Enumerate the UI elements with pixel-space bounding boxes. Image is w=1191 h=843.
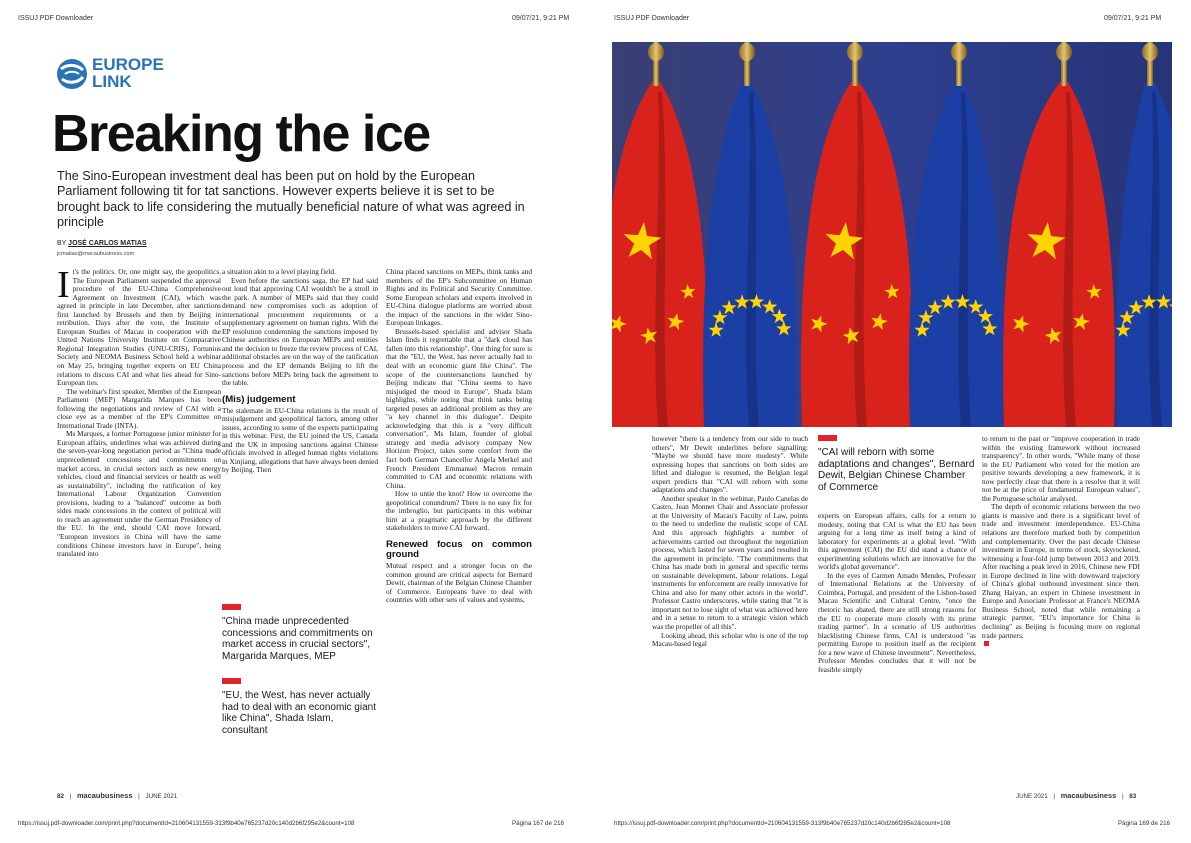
pull-quote-dewit — [818, 435, 976, 493]
article-column-6 — [982, 435, 1140, 649]
paragraph: The depth of economic relations between the two giants is massive and there is a significant level of trade and investment interdependence. EU-China relations are therefore marked both by competition and complementarity. Over the past decade Chinese investment in Europe, in terms of stock, skyrocketed, witnessing a four-fold jump between 2013 and 2019. After reaching a peak level in 2016, Chinese new FDI in Europe declined in line with downward trajectory of China's global outbound investment since then. Zhang Haiyan, an expert in Chinese investment in Europe and Associate Professor at France's NEOMA Business School, noted that while remaining a strategic partner, "EU's importance for China is declining" as Beijing is focusing more on regional trade partners. — [982, 502, 1140, 640]
right-print-date: 09/07/21, 9:21 PM — [1104, 15, 1162, 22]
author-email[interactable]: jcmatias@macaubusiness.com — [57, 251, 135, 257]
paragraph: In the eyes of Carmen Amado Mendes, Professor of International Relations at the University of Coimbra, Portugal, and president of the Lisbon-based Macau Scientific and Cultural Centre, "once the rhetoric has abated, there are still strong reasons for the EU to cooperate more closely with its prime trading partner". In a scenario of US authorities blacklisting Chinese firms, CAI is understood "as permitting Europe to position itself as the recipient for a new wave of Chinese investment". Nevertheless, Professor Mendes concludes that it will not be feasible simply — [818, 570, 976, 674]
pull-quote-islam — [222, 678, 380, 736]
pull-quote-text: "CAI will reborn with some adaptations and changes", Bernard Dewit, Belgian Chinese Chamber of Commerce — [818, 447, 975, 493]
subheading-misjudgement: (Mis) judgement — [222, 393, 296, 405]
magazine-name: macaubusiness — [1060, 791, 1117, 800]
paragraph: The stalemate in EU-China relations is the result of misjudgement and geopolitical factors, among other issues, according to some of the experts participating in this webinar. First, the EU joined the US, Canada and the UK in imposing sanctions against Chinese officials involved in alleged human rights violations in Xinjiang, allegations that have always been denied by Beijing. Then — [222, 405, 378, 475]
article-column-4 — [652, 435, 808, 649]
byline — [57, 240, 147, 247]
paragraph: The webinar's first speaker, Member of the European Parliament (MEP) Margarida Marques has been following the negotiations and review of CAI with a close eye as a member of the EP's Committee on International Trade (INTA). — [57, 386, 222, 430]
paragraph: Ms Marques, a former Portuguese junior minister for European affairs, underlines what was achieved during the seven-year-long negotiation period as "China made unprecedented concessions and commitments on market access, in crucial sectors such as new energy vehicles, cloud and financial services or health as well as sustainability", including the ratification of key International Labour Organization Convention provisions, leading to a "balanced" outcome as both sides made concessions in the context of political will to reach an agreement under the German Presidency of the EU. In the end, should CAI move forward, "European investors in China will have the same conditions Chinese investors have in Europe", being translated into — [57, 429, 221, 559]
byline-prefix: BY — [57, 240, 67, 247]
paragraph: Even before the sanctions saga, the EP had said out loud that approving CAI wouldn't be a stroll in the park. A number of MEPs said that they could demand new compromises such as adoption of international procurement requirements or a supplementary agreement on human rights. With the EP resolution condemning the sanctions imposed by Chinese authorities on European MEPs and entities and the decision to freeze the review process of CAI, additional obstacles are on the way of the ratification process and the EP demands Beijing to lift the sanctions before MEPs bring back the agreement to the table. — [222, 275, 378, 388]
right-page-footer: JUNE 2021 | macaubusiness | 83 — [1016, 791, 1137, 800]
paragraph: a situation akin to a level playing field. — [222, 267, 336, 276]
page-number: 82 — [57, 793, 64, 800]
quote-marker — [222, 678, 241, 684]
pull-quote-text: "China made unprecedented concessions and commitments on market access in crucial sectors", Margarida Marques, MEP — [222, 616, 373, 662]
issue-date: JUNE 2021 — [145, 793, 178, 800]
issue-date: JUNE 2021 — [1016, 793, 1048, 800]
paragraph: How to untie the knot? How to overcome the geopolitical conundrum? There is no easy fix for the imbroglio, but participants in this webinar hint at a pragmatic approach by the different stakeholders to move CAI forward. — [386, 489, 532, 533]
logo-line1: EUROPE — [92, 55, 164, 74]
paragraph: Mutual respect and a stronger focus on the common ground are critical aspects for Bernard Dewit, chairman of the Belgian Chinese Chamber of Commerce. Europeans have to deal with countries with other sets of values and systems, — [386, 560, 532, 605]
page-number: 83 — [1129, 793, 1137, 800]
paragraph: however "there is a tendency from our side to teach others", Mr Dewit underlines before signalling: "Maybe we should have more modesty". While expressing hopes that sanctions on both sides are lifted and dialogue is resumed, the Belgian legal expert predicts that "CAI will reborn with some adaptations and changes". — [652, 434, 808, 495]
headline: Breaking the ice — [52, 105, 430, 163]
article-column-1 — [57, 264, 222, 559]
drop-cap: I — [57, 264, 70, 306]
paragraph: experts on European affairs, calls for a return to modesty, noting that CAI is what the EU has been arguing for a long time as itself being a kind of laboratory for experiments at a global level. "With this agreement (CAI) the EU did stand a chance of experimenting solutions which are innovative for the world's global governance". — [818, 511, 976, 572]
europe-link-logo — [52, 56, 252, 96]
left-app-name: ISSUJ PDF Downloader — [18, 15, 94, 22]
paragraph: China placed sanctions on MEPs, think tanks and members of the EP's Subcommittee on Human Rights and its Political and Security Committee. Some European scholars and experts involved in EU-China dialogue platforms are worried about the impact of the sanctions in the wider Sino-European linkages. — [386, 267, 532, 328]
logo-line2: LINK — [92, 72, 132, 91]
paragraph: Looking ahead, this scholar who is one of the top Macau-based legal — [652, 630, 808, 649]
magazine-name: macaubusiness — [76, 791, 133, 800]
left-print-url[interactable]: https://issuj.pdf-downloader.com/print.php?documentId=210604131559-313f9b40e765237d20c140d2b6f295e2&count=108 — [18, 820, 355, 827]
byline-name: JOSÉ CARLOS MATIAS — [68, 240, 147, 247]
standfirst: The Sino-European investment deal has been put on hold by the European Parliament following tit for tat sanctions. However experts believe it is set to be brought back to life considering the mutually beneficial nature of what was agreed in principle — [57, 169, 525, 230]
right-page-counter: Página 169 de 216 — [1118, 820, 1170, 827]
flags-photo — [612, 42, 1172, 427]
pull-quote-text: "EU, the West, has never actually had to deal with an economic giant like China", Shada Islam, consultant — [222, 690, 376, 736]
paragraph: to return to the past or "improve cooperation in trade within the existing framework without increased transparency". In other words, "While many of those in the EU Parliament who voted for the motion are positive towards developing a new framework, it is now perfectly clear that there is a resolve that it will not be at the price of fundamental European values", the Portuguese scholar analysed. — [982, 434, 1140, 503]
square-icon — [984, 641, 989, 646]
article-column-3 — [386, 268, 532, 605]
quote-marker — [818, 435, 837, 441]
left-page-footer: 82 | macaubusiness | JUNE 2021 — [57, 791, 178, 800]
pull-quote-marques — [222, 604, 380, 662]
left-page-counter: Página 167 de 216 — [512, 820, 564, 827]
paragraph: Another speaker in the webinar, Paulo Canelas de Castro, Jean Monnet Chair and Associate professor at the University of Macau's Faculty of Law, points to the need to underline the realistic scope of CAI. And this approach highlights a number of achievements carried out throughout the negotiation process, which lasted for seven years and resulted in the agreement in principle. "The commitments that China has made both in general and specific terms on sustainable development, labour relations. Legal instruments for enforcement are really innovative for China and also for many other actors in the world", Professor Castro underscores, while stating that "it is important not to lose sight of what was achieved here and in a sense to return to a strategic vision which was the propeller of all this". — [652, 493, 808, 632]
subheading-common-ground: Renewed focus on common ground — [386, 538, 532, 560]
article-column-5 — [818, 512, 976, 674]
right-print-url[interactable]: https://issuj.pdf-downloader.com/print.php?documentId=210604131559-313f9b40e765237d20c140d2b6f295e2&count=108 — [614, 820, 951, 827]
quote-marker — [222, 604, 241, 610]
flags-illustration — [612, 42, 1172, 427]
paragraph: Brussels-based specialist and advisor Shada Islam finds it regrettable that a "dark cloud has fallen into this relationship". One thing for sure is that the "EU, the West, has never actually had to deal with an economic giant like China". The scope of the countersanctions launched by Beijing indicate that "China seems to have misjudged the mood in Europe", Shada Islam highlights, while noting that think tanks being targeted poses an additional problem as they are "a key channel in this dialogue". Despite acknowledging that this is a "very difficult conversation", Ms Islam, founder of global strategy and media advisory company New Horizon Project, takes some comfort from the fact both German Chancellor Angela Merkel and French President Emmanuel Macron remain committed to CAI and economic relations with China. — [386, 326, 532, 490]
globe-icon — [56, 58, 88, 90]
left-print-date: 09/07/21, 9:21 PM — [512, 15, 570, 22]
right-app-name: ISSUJ PDF Downloader — [614, 15, 690, 22]
paragraph: t's the politics. Or, one might say, the geopolitics. The European Parliament suspended the approval procedure of the EU-China Comprehensive Agreement on Investment (CAI), which was agreed in principle in late December, after sanctions first launched by Brussels and then by Beijing in retribution. Days after the vote, the Institute of European Studies of Macau in cooperation with the United Nations University Institute on Comparative Regional Integration Studies (UNU-CRIS), Fortunius Society and NEOMA Business School held a webinar on May 25, bringing together experts on EU China relations to discuss CAI and what lies ahead for Sino-European ties. — [57, 267, 221, 388]
article-column-2 — [222, 268, 378, 475]
